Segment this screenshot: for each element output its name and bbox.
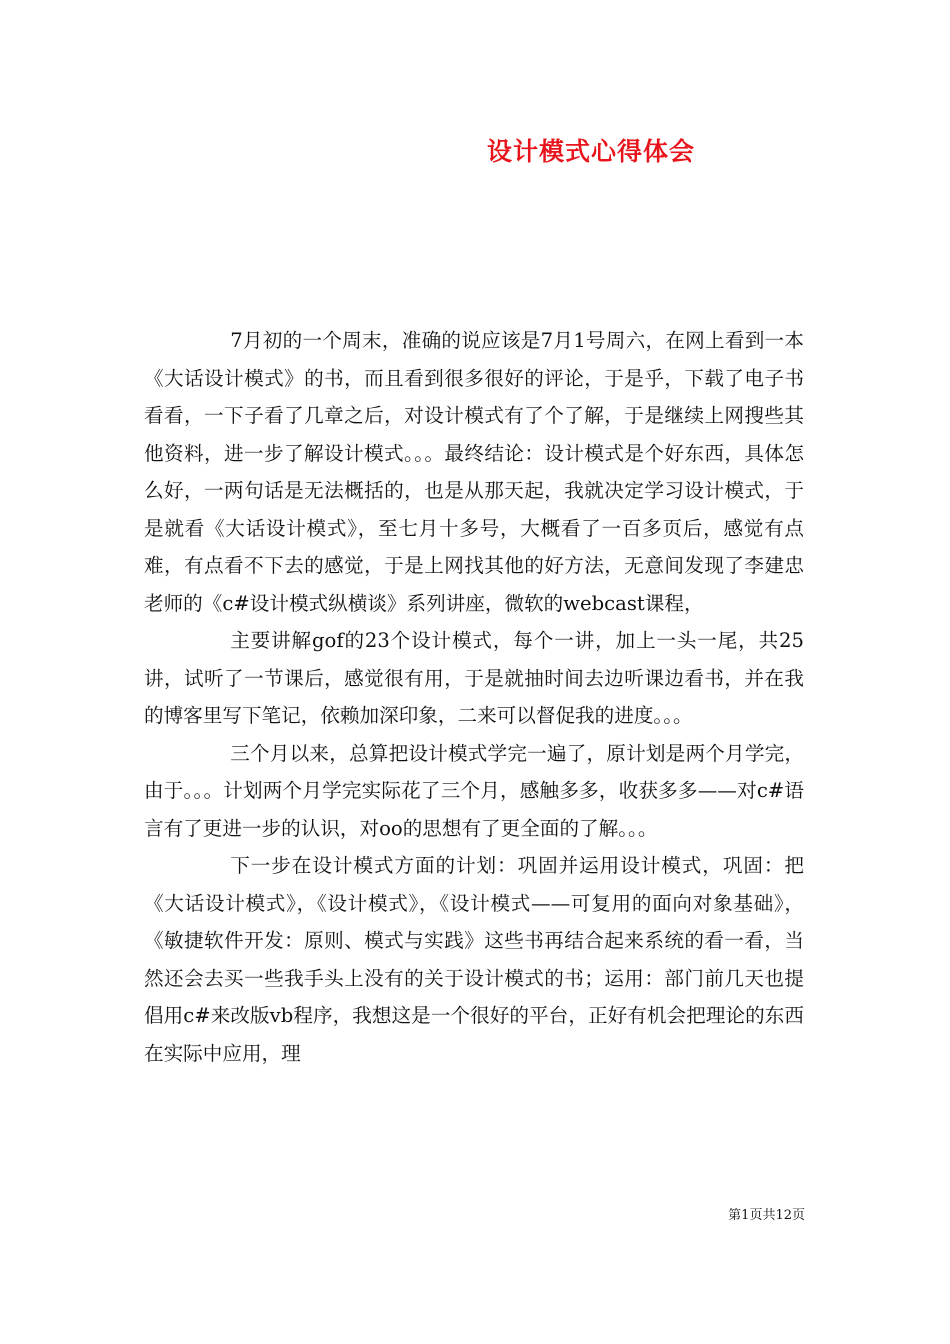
page-number-footer: 第1页共12页 — [728, 1208, 805, 1223]
paragraph-1: 7月初的一个周末，准确的说应该是7月1号周六，在网上看到一本《大话设计模式》的书，而且看到很多很好的评论，于是乎，下载了电子书看看，一下子看了几章之后，对设计模式有了个了解，于是继续上网搜些其他资料，进一步了解设计模式。。。最终结论：设计模式是个好东西，具体怎么好，一两句话是无法概括的，也是从那天起，我就决定学习设计模式，于是就看《大话设计模式》，至七月十多号，大概看了一百多页后，感觉有点难，有点看不下去的感觉，于是上网找其他的好方法，无意间发现了李建忠老师的《c#设计模式纵横谈》系列讲座，微软的webcast课程， — [144, 329, 804, 615]
paragraph-4: 下一步在设计模式方面的计划：巩固并运用设计模式，巩固：把《大话设计模式》，《设计模式》，《设计模式——可复用的面向对象基础》，《敏捷软件开发：原则、模式与实践》这些书再结合起来系统的看一看，当然还会去买一些我手头上没有的关于设计模式的书；运用：部门前几天也提倡用c#来改版vb程序，我想这是一个很好的平台，正好有机会把理论的东西在实际中应用，理 — [144, 854, 804, 1065]
paragraph-3: 三个月以来，总算把设计模式学完一遍了，原计划是两个月学完，由于。。。计划两个月学完实际花了三个月，感触多多，收获多多——对c#语言有了更进一步的认识，对oo的思想有了更全面的了解。。。 — [144, 741, 804, 840]
paragraph-2: 主要讲解gof的23个设计模式，每个一讲，加上一头一尾，共25讲，试听了一节课后，感觉很有用，于是就抽时间去边听课边看书，并在我的博客里写下笔记，依赖加深印象，二来可以督促我的进度。。。 — [144, 629, 804, 727]
document-body — [144, 322, 804, 1072]
document-title: 设计模式心得体会 — [487, 137, 696, 166]
